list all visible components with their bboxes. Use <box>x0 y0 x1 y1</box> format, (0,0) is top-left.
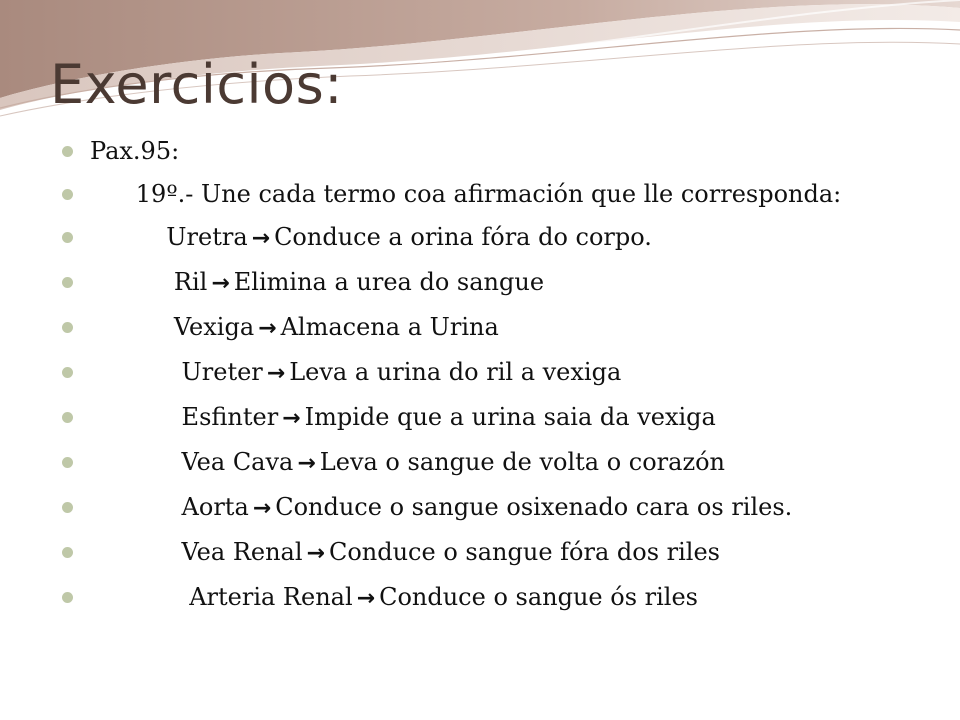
indent <box>90 268 174 296</box>
bullet-dot-icon <box>62 592 73 603</box>
list-item <box>62 267 922 299</box>
term: Vea Renal <box>181 538 303 566</box>
list-item <box>62 582 922 614</box>
list-item <box>62 402 922 434</box>
page-reference: Pax.95: <box>90 137 180 165</box>
term: Arteria Renal <box>189 583 353 611</box>
exercise-instruction: 19º.- Une cada termo coa afirmación que lle corresponda: <box>135 180 842 208</box>
bullet-dot-icon <box>62 146 73 157</box>
term: Vexiga <box>173 313 255 341</box>
term: Uretra <box>166 223 248 251</box>
right-arrow-icon: → <box>211 271 230 296</box>
exercise-list <box>62 136 922 627</box>
list-item <box>62 492 922 524</box>
list-item <box>62 312 922 344</box>
bullet-dot-icon <box>62 502 73 513</box>
bullet-dot-icon <box>62 322 73 333</box>
indent <box>90 313 174 341</box>
list-item <box>62 537 922 569</box>
right-arrow-icon: → <box>258 316 277 341</box>
list-item <box>62 357 922 389</box>
right-arrow-icon: → <box>306 541 325 566</box>
definition: Almacena a Urina <box>280 313 499 341</box>
bullet-dot-icon <box>62 367 73 378</box>
term: Ureter <box>181 358 263 386</box>
indent <box>90 358 182 386</box>
term: Ril <box>173 268 208 296</box>
right-arrow-icon: → <box>252 496 272 521</box>
definition: Leva a urina do ril a vexiga <box>289 358 622 386</box>
bullet-dot-icon <box>62 189 73 200</box>
bullet-dot-icon <box>62 547 73 558</box>
right-arrow-icon: → <box>356 586 376 611</box>
definition: Conduce o sangue osixenado cara os riles. <box>275 493 793 521</box>
definition: Conduce o sangue ós riles <box>379 583 698 611</box>
indent <box>90 583 189 611</box>
list-item <box>62 136 922 166</box>
definition: Conduce a orina fóra do corpo. <box>274 223 652 251</box>
indent <box>90 493 182 521</box>
list-item <box>62 222 922 254</box>
bullet-dot-icon <box>62 412 73 423</box>
indent <box>90 223 166 251</box>
definition: Leva o sangue de volta o corazón <box>319 448 726 476</box>
list-item <box>62 447 922 479</box>
indent <box>90 180 136 208</box>
bullet-dot-icon <box>62 277 73 288</box>
right-arrow-icon: → <box>266 361 286 386</box>
bullet-dot-icon <box>62 232 73 243</box>
bullet-dot-icon <box>62 457 73 468</box>
definition: Conduce o sangue fóra dos riles <box>328 538 720 566</box>
slide-title: Exercicios: <box>50 53 343 116</box>
term: Aorta <box>181 493 249 521</box>
right-arrow-icon: → <box>251 226 271 251</box>
list-item <box>62 179 922 209</box>
indent <box>90 538 182 566</box>
term: Vea Cava <box>181 448 294 476</box>
right-arrow-icon: → <box>297 451 316 476</box>
definition: Impide que a urina saia da vexiga <box>304 403 716 431</box>
definition: Elimina a urea do sangue <box>233 268 545 296</box>
indent <box>90 448 182 476</box>
indent <box>90 403 182 431</box>
right-arrow-icon: → <box>282 406 301 431</box>
term: Esfinter <box>181 403 279 431</box>
